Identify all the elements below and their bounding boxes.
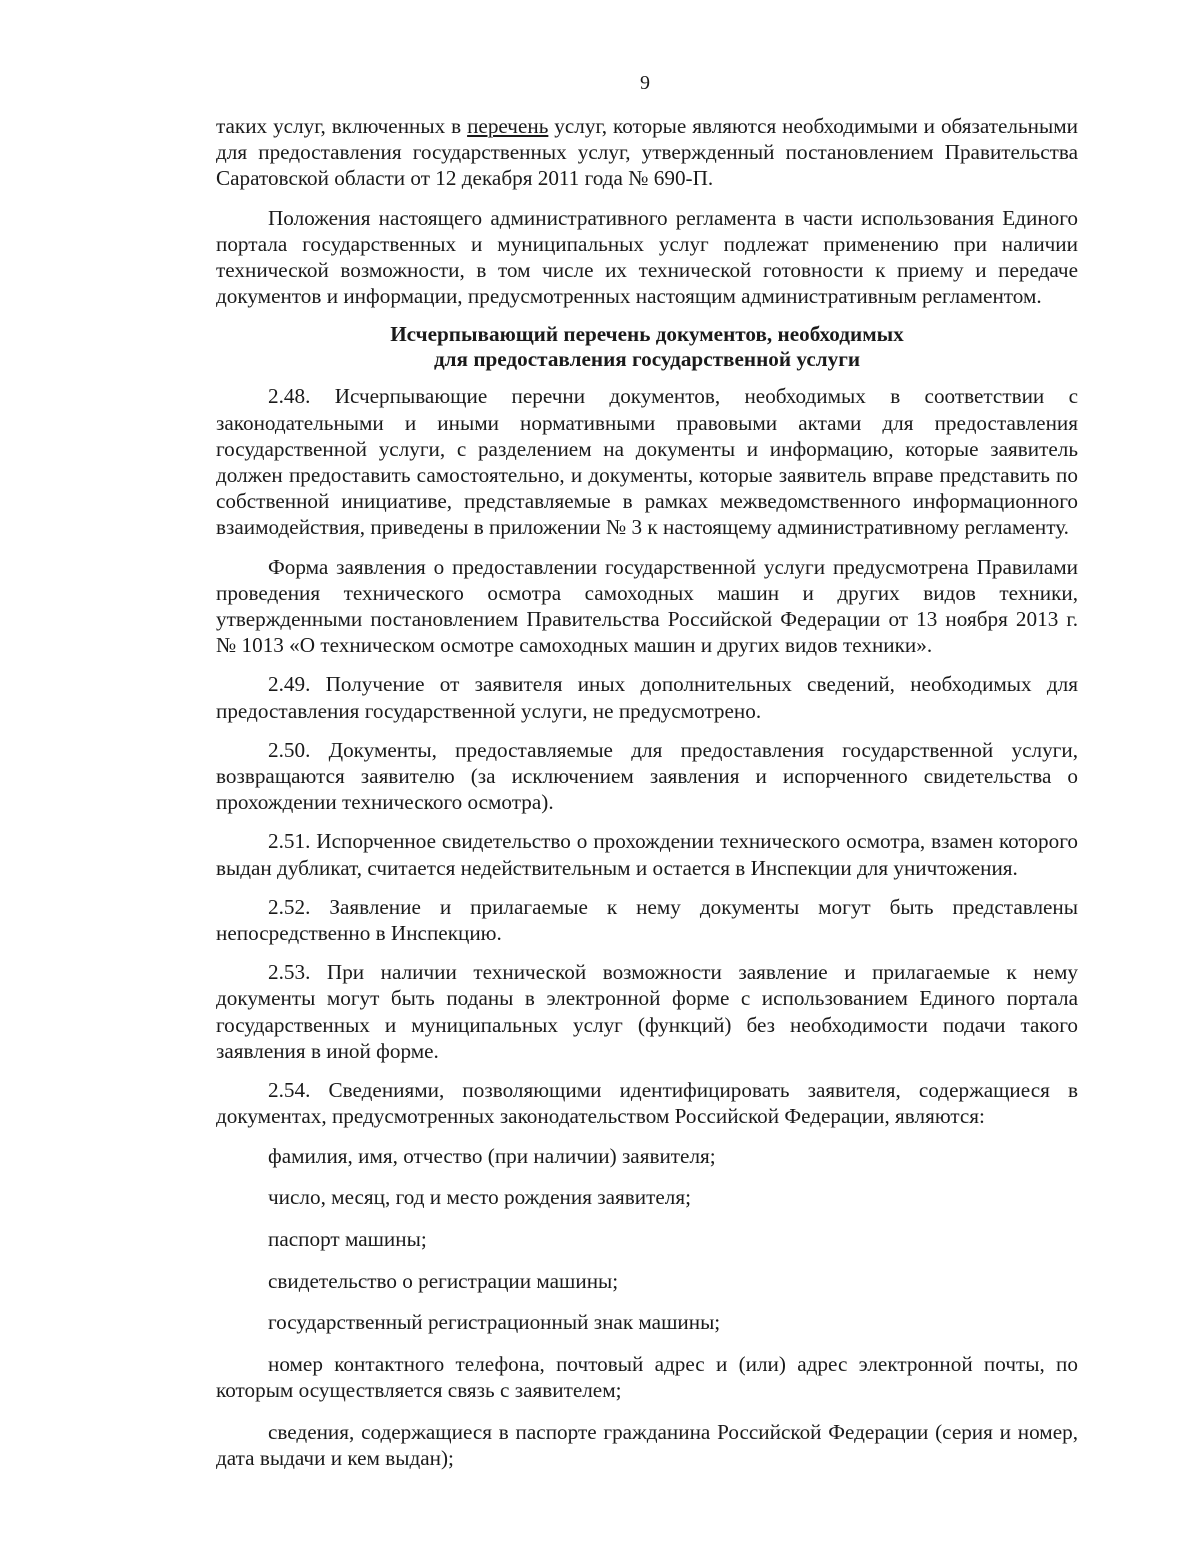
list-item: число, месяц, год и место рождения заявителя; — [268, 1185, 691, 1210]
paragraph-2-49: 2.49. Получение от заявителя иных дополнительных сведений, необходимых для предоставления государственной услуги, не предусмотрено. — [216, 672, 1078, 723]
list-item: номер контактного телефона, почтовый адрес и (или) адрес электронной почты, по которым осуществляется связь с заявителем; — [216, 1352, 1078, 1403]
portal-paragraph: Положения настоящего административного регламента в части использования Единого портала государственных и муниципальных услуг подлежат применению при наличии технической возможности, в том числе их технической готовности к приему и передаче документов и информации, предусмотренных настоящим административным регламентом. — [216, 205, 1078, 309]
intro-text-end: услуг, которые являются необходимыми и обязательными для предоставления государственных услуг, утвержденный постановлением Правительства Саратовской области от 12 декабря 2011 года № 690-П. — [216, 114, 1078, 191]
paragraph-2-52: 2.52. Заявление и прилагаемые к нему документы могут быть представлены непосредственно в Инспекцию. — [216, 894, 1078, 946]
section-heading — [216, 322, 1078, 372]
perechen-link[interactable]: перечень — [467, 114, 549, 138]
list-item: свидетельство о регистрации машины; — [268, 1268, 619, 1293]
paragraph-2-51: 2.51. Испорченное свидетельство о прохождении технического осмотра, взамен которого выдан дубликат, считается недействительным и остается в Инспекции для уничтожения. — [216, 829, 1078, 880]
page-number: 9 — [640, 72, 650, 94]
list-item: фамилия, имя, отчество (при наличии) заявителя; — [268, 1143, 716, 1168]
document-body — [216, 113, 1078, 1487]
intro-paragraph — [216, 113, 1078, 192]
section-heading-line-1: Исчерпывающий перечень документов, необходимых — [390, 322, 904, 347]
paragraph-application-form: Форма заявления о предоставлении государственной услуги предусмотрена Правилами проведения технического осмотра самоходных машин и других видов техники, утвержденными постановлением Правительства Российской Федерации от 13 ноября 2013 г. № 1013 «О техническом осмотре самоходных машин и других видов техники». — [216, 554, 1078, 658]
paragraph-2-50: 2.50. Документы, предоставляемые для предоставления государственной услуги, возвращаются заявителю (за исключением заявления и испорченного свидетельства о прохождении технического осмотра). — [216, 737, 1078, 815]
intro-text-start: таких услуг, включенных в — [216, 114, 468, 138]
section-heading-line-2: для предоставления государственной услуги — [433, 347, 861, 372]
list-item: государственный регистрационный знак машины; — [268, 1310, 721, 1335]
paragraph-2-54: 2.54. Сведениями, позволяющими идентифицировать заявителя, содержащиеся в документах, предусмотренных законодательством Российской Федерации, являются: — [216, 1078, 1078, 1129]
list-item: сведения, содержащиеся в паспорте гражданина Российской Федерации (серия и номер, дата выдачи и кем выдан); — [216, 1419, 1078, 1471]
list-item: паспорт машины; — [268, 1226, 427, 1251]
paragraph-2-48: 2.48. Исчерпывающие перечни документов, необходимых в соответствии с законодательными и иными нормативными правовыми актами для предоставления государственной услуги, с разделением на документы и информацию, которые заявитель должен предоставить самостоятельно, и документы, которые заявитель вправе представить по собственной инициативе, представляемые в рамках межведомственного информационного взаимодействия, приведены в приложении № 3 к настоящему административному регламенту. — [216, 384, 1078, 540]
paragraph-2-53: 2.53. При наличии технической возможности заявление и прилагаемые к нему документы могут быть поданы в электронной форме с использованием Единого портала государственных и муниципальных услуг (функций) без необходимости подачи такого заявления в иной форме. — [216, 960, 1078, 1063]
